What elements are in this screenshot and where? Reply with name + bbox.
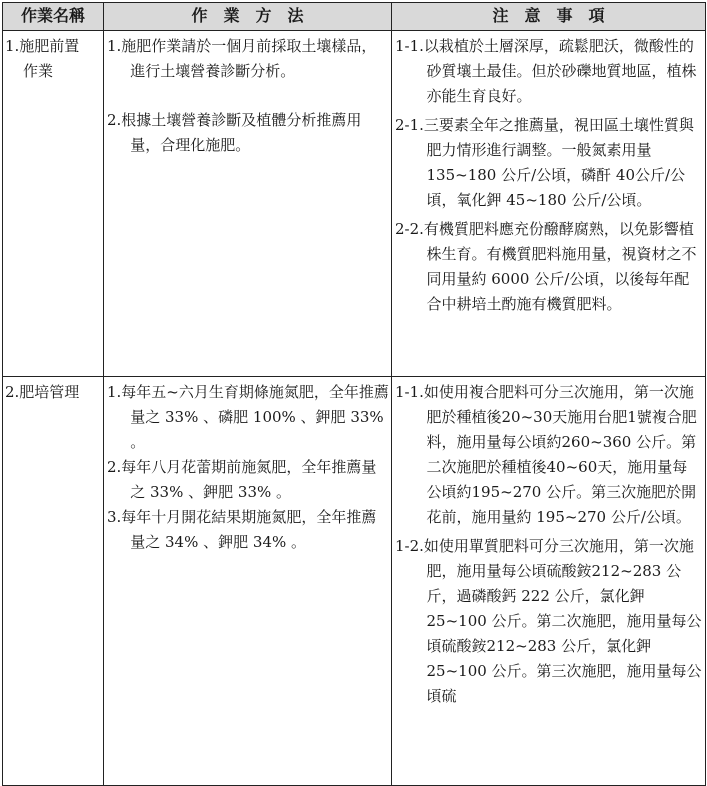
fertilizer-table	[2, 2, 706, 786]
note-item: 2-1.三要素全年之推薦量，視田區土壤性質與肥力情形進行調整。一般氮素用量 135~180 公斤/公頃，磷酐 40公斤/公頃，氧化鉀 45~180 公斤/公頃。	[395, 116, 694, 209]
note-item: 1-1.如使用複合肥料可分三次施用，第一次施肥於種植後20~30天施用台肥1號複合肥料，施用量每公頃約260~360 公斤。第二次施肥於種植後40~60天，施用量每公頃約195~270 公斤。第三次施肥於開花前，施用量約 195~270 公斤/公頃。	[395, 383, 697, 526]
method-cell	[104, 31, 392, 377]
row-name-cont: 作業	[23, 62, 54, 80]
method-cell	[104, 377, 392, 786]
row-name: 2.肥培管理	[5, 383, 80, 401]
method-item: 1.每年五~六月生育期條施氮肥，全年推薦量之 33% 、磷肥 100% 、鉀肥 33% 。	[107, 383, 389, 451]
row-name-cell	[3, 31, 104, 377]
method-item: 2.根據土壤營養診斷及植體分析推薦用量，合理化施肥。	[107, 111, 362, 154]
header-name: 作業名稱	[3, 3, 104, 31]
note-item: 1-1.以栽植於土層深厚，疏鬆肥沃，微酸性的砂質壤土最佳。但於砂礫地質地區，植株亦能生育良好。	[395, 37, 697, 105]
notes-cell	[392, 377, 706, 786]
note-item: 2-2.有機質肥料應充份醱酵腐熟，以免影響植株生育。有機質肥料施用量，視資材之不同用量約 6000 公斤/公頃，以後每年配合中耕培土酌施有機質肥料。	[395, 220, 697, 313]
method-item: 1.施肥作業請於一個月前採取土壤樣品，進行土壤營養診斷分析。	[107, 37, 377, 80]
method-item: 2.每年八月花蕾期前施氮肥，全年推薦量之 33% 、鉀肥 33% 。	[107, 458, 377, 501]
header-method: 作 業 方 法	[104, 3, 392, 31]
notes-cell	[392, 31, 706, 377]
row-name: 1.施肥前置	[5, 37, 80, 55]
header-notes: 注 意 事 項	[392, 3, 706, 31]
method-item: 3.每年十月開花結果期施氮肥，全年推薦量之 34% 、鉀肥 34% 。	[107, 508, 377, 551]
table-row	[3, 31, 706, 377]
row-name-cell	[3, 377, 104, 786]
note-item: 1-2.如使用單質肥料可分三次施用，第一次施肥，施用量每公頃硫酸銨212~283 公斤，過磷酸鈣 222 公斤，氯化鉀 25~100 公斤。第二次施肥，施用量每公頃硫酸銨212~283 公斤，氯化鉀 25~100 公斤。第三次施肥，施用量每公頃硫	[395, 537, 702, 705]
table-row	[3, 377, 706, 786]
header-row	[3, 3, 706, 31]
